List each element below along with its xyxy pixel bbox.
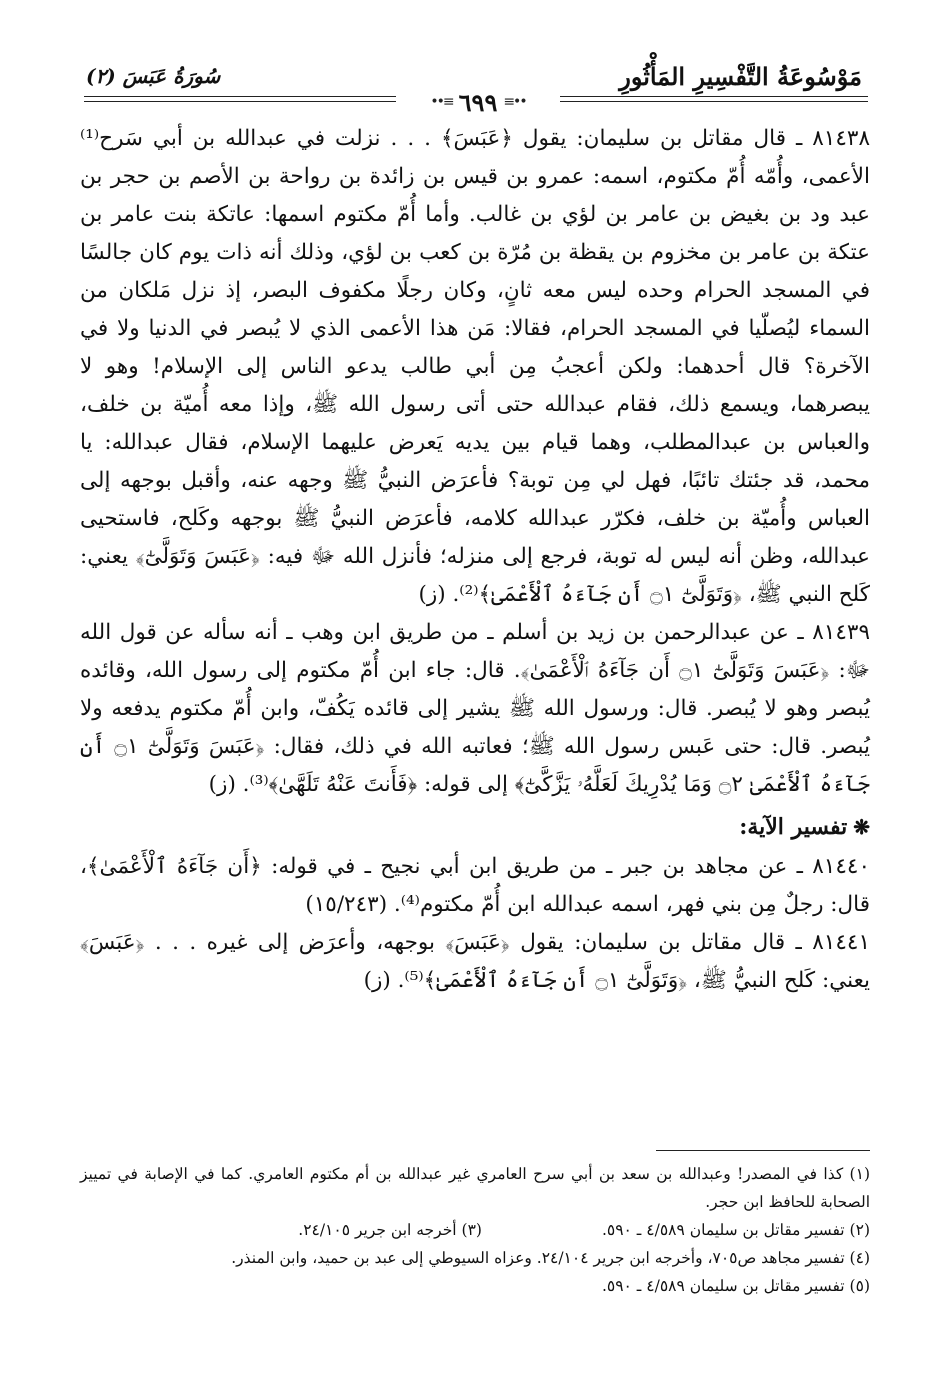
page-number-ornament	[396, 88, 560, 116]
narration-81438: ٨١٤٣٨ ـ قال مقاتل بن سليمان: يقول ﴿عَبَسَ﴾ . . . نزلت في عبدالله بن أبي سَرح⁽¹⁾ الأعمى، وأُمّه أُمّ مكتوم، اسمه: عمرو بن قيس بن زائدة بن رواحة بن الأصم بن حجر بن عبد ود بن بغيض بن عامر بن لؤي بن غالب. وأما أُمّ مكتوم اسمها: عاتكة بنت عامر بن عتكة بن عامر بن مخزوم بن يقظة بن مُرّة بن كعب بن لؤي، وذلك أنه ذات يوم كان جالسًا في المسجد الحرام وحده ليس معه ثانٍ، وكان رجلًا مكفوف البصر، إذ نزل مَلكان من السماء ليُصلّيا في المسجد الحرام، فقالا: مَن هذا الأعمى الذي لا يُبصر في الدنيا ولا في الآخرة؟ قال أحدهما: ولكن أعجبُ مِن أبي طالب يدعو الناس إلى الإسلام! وهو لا يبصرهما، ويسمع ذلك، فقام عبدالله حتى أتى رسول الله ﷺ، وإذا معه أُميّة بن خلف، والعباس بن عبدالمطلب، وهما قيام بين يديه يَعرض عليهما الإسلام، فقال عبدالله: يا محمد، قد جئتك تائبًا، فهل لي مِن توبة؟ فأعرَض النبيُّ ﷺ وجهه عنه، وأقبل بوجهه إلى العباس وأُميّة بن خلف، فكرّر عبدالله كلامه، فأعرَض النبيُّ ﷺ بوجهه وكَلح، فاستحيى عبدالله، وظن أنه ليس له توبة، فرجع إلى منزله؛ فأنزل الله ﷻ فيه: ﴿عَبَسَ وَتَوَلَّىٰٓ﴾ يعني: كَلح النبي ﷺ، ﴿وَتَوَلَّىٰٓ ۝١ أَن جَآءَهُ ٱلْأَعْمَىٰ﴾⁽²⁾. (ز)	[80, 126, 870, 607]
footnote-row	[80, 1216, 870, 1244]
section-heading-text: تفسير الآية:	[739, 814, 848, 840]
footnotes	[80, 1160, 870, 1300]
section-star-icon: ❋	[853, 815, 870, 839]
footnote-1: (١) كذا في المصدر! وعبدالله بن سعد بن أبي سرح العامري غير عبدالله بن أم مكتوم العامري. كما في الإصابة في تمييز الصحابة للحافظ ابن حجر.	[80, 1165, 870, 1211]
flourish-left-icon: ••≡	[430, 94, 453, 110]
footnote-5: (٥) تفسير مقاتل بن سليمان ٤/٥٨٩ ـ ٥٩٠.	[601, 1277, 870, 1295]
footnote-separator	[656, 1150, 870, 1151]
flourish-right-icon: ≡••	[503, 94, 526, 110]
running-header-title: مَوْسُوعَةُ التَّفْسِيرِ المَأْثُورِ	[619, 62, 862, 91]
footnote-3: (٣) أخرجه ابن جرير ٢٤/١٠٥.	[298, 1221, 482, 1239]
section-heading	[80, 808, 870, 846]
narration-81440: ٨١٤٤٠ ـ عن مجاهد بن جبر ـ من طريق ابن أبي نجيح ـ في قوله: ﴿أَن جَآءَهُ ٱلْأَعْمَىٰ﴾، قال: رجلٌ مِن بني فهر، اسمه عبدالله ابن أُمّ مكتوم⁽⁴⁾. (١٥/٢٤٣)	[80, 854, 870, 917]
footnote-4: (٤) تفسير مجاهد ص٧٠٥، وأخرجه ابن جرير ٢٤/١٠٤. وعزاه السيوطي إلى عبد بن حميد، وابن المنذر.	[231, 1249, 870, 1267]
page-body	[80, 120, 870, 1000]
page-number: ٦٩٩	[458, 87, 498, 117]
narration-81441: ٨١٤٤١ ـ قال مقاتل بن سليمان: يقول ﴿عَبَسَ﴾ بوجهه، وأعرَض إلى غيره . . . ﴿عَبَسَ﴾ يعني: كَلح النبيُّ ﷺ، ﴿وَتَوَلَّىٰٓ ۝١ أَن جَآءَهُ ٱلْأَعْمَىٰ﴾⁽⁵⁾. (ز)	[80, 930, 870, 993]
running-header-surah: سُورَةُ عَبَسَ (٢)	[86, 64, 221, 88]
narration-81439: ٨١٤٣٩ ـ عن عبدالرحمن بن زيد بن أسلم ـ من طريق ابن وهب ـ أنه سأله عن قول الله ﷻ: ﴿عَبَسَ وَتَوَلَّىٰٓ ۝١ أَن جَآءَهُ ٱلْأَعْمَىٰ﴾. قال: جاء ابن أُمّ مكتوم إلى رسول الله، وقائده يُبصر وهو لا يُبصر. قال: ورسول الله ﷺ يشير إلى قائده يَكُفّ، وابن أُمّ مكتوم يدفعه ولا يُبصر. قال: حتى عَبس رسول الله ﷺ؛ فعاتبه الله في ذلك، فقال: ﴿عَبَسَ وَتَوَلَّىٰٓ ۝١ أَن جَآءَهُ ٱلْأَعْمَىٰ ۝٢ وَمَا يُدْرِيكَ لَعَلَّهُۥ يَزَّكَّىٰٓ﴾ إلى قوله: ﴿فَأَنتَ عَنْهُ تَلَهَّىٰ﴾⁽³⁾. (ز)	[80, 620, 871, 797]
footnote-2: (٢) تفسير مقاتل بن سليمان ٤/٥٨٩ ـ ٥٩٠.	[601, 1221, 870, 1239]
